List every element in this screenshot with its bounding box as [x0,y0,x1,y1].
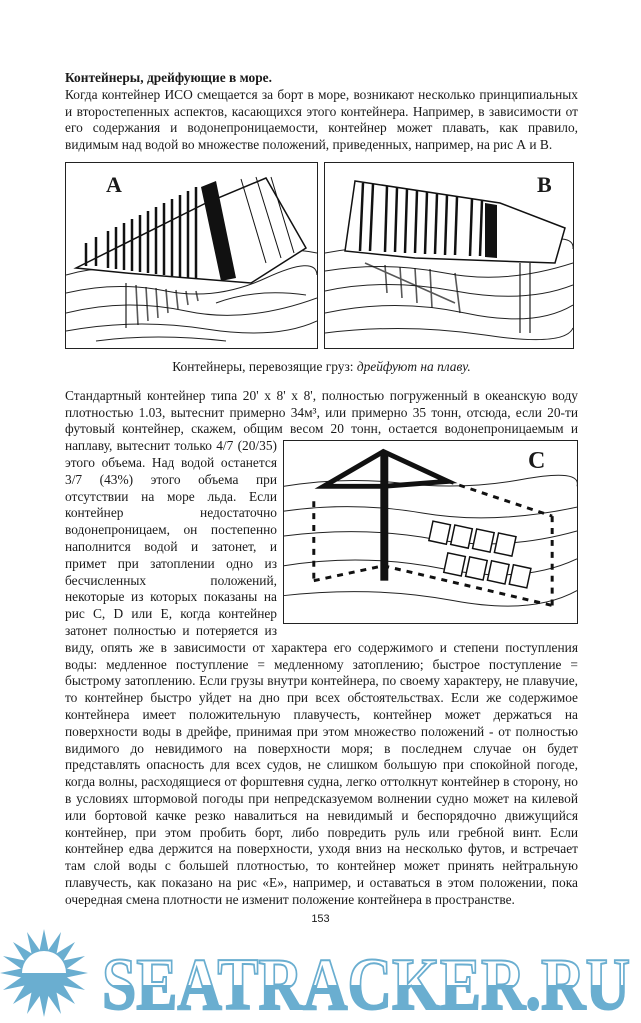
mirrored-container-markings [429,521,531,588]
figure-b [324,162,574,349]
seatracker-watermark [0,928,641,1023]
paragraph-2-full-width: Стандартный контейнер типа 20' x 8' x 8', полностью погруженный в океанскую воду плотностью 1.03, вытеснит примерно 34м³, или примерно 35 тонн, отсюда, если 20-ти футовый контейнер, скажем, общим весом 20 тонн, остается водонепроницаемым и [65,387,578,437]
intro-paragraph: Когда контейнер ИСО смещается за борт в море, возникают несколько принципиальных и второстепенных аспектов, касающихся этого контейнера. Например, в зависимости от его содержания и водонепроницаемости, контейнер может плавать, как правило, видимым над водой во множестве положений, приведенных, например, на рис А и В. [65,86,578,153]
paragraph-2-narrow-column: наплаву, вытеснит только 4/7 (20/35) этого объема. Над водой останется 3/7 (43%) этого объема при отсутствии на море льда. Если контейнер недостаточно водонепроницаем, он постепенно наполнится водой и затонет, и примет при затоплении одно из бесчисленных положений, некоторые из которых показаны на рис C, D или E, когда контейнер затонет полностью и потеряется из виду, опять же в зависимости от характера его содержимого и степени поступления воды: [65,438,578,672]
paragraph-2 [65,388,578,909]
sun-logo-icon [0,929,88,1017]
caption-text: Контейнеры, перевозящие груз: [172,358,357,374]
figure-a-label: A [106,171,122,197]
page-number: 153 [311,913,330,926]
container-drifting-illustration-a [66,163,317,348]
watermark-text: SEATRACKER.RU [102,944,630,1023]
figures-row [65,162,574,349]
figure-c [283,440,578,624]
figure-caption [65,359,578,376]
section-title: Контейнеры, дрейфующие в море. [65,70,272,85]
figure-c-label: C [528,448,546,475]
figure-b-label: B [537,171,552,197]
caption-italic-text: дрейфуют на плаву. [356,358,471,374]
container-drifting-illustration-b [325,163,573,348]
figure-a [65,162,318,349]
paragraph-2-continued: медленное поступление = медленному затоплению; быстрое поступление = быстрому затоплению. Если грузы внутри контейнера, по своему характеру, не плавучие, то контейнер быстро уйдет на дно при всех обстоятельствах. Если же содержимое контейнера имеет положительную плавучесть, контейнер может держаться на поверхности воды в дрейфе, принимая при этом множество положений - от полностью видимого до невидимого на поверхности моря; в последнем случае он будет представлять опасность для всех судов, не слишком большую при спокойной погоде, когда волны, расходящиеся от форштевня судна, легко оттолкнут контейнер в сторону, но в условиях штормовой погоды при непредсказуемом волнении судно может на килевой или бортовой качке резко навалиться на невидимый и беспорядочно движущийся контейнер, при этом пробить борт, либо повредить руль или гребной винт. Если контейнер едва держится на поверхности, уходя вниз на несколько футов, и встречает там слой воды с большей плотностью, то контейнер может принять нейтральную плавучесть, как показано на рис «Е», например, и оставаться в этом положении, пока очередная смена плотности не изменит положение контейнера в пространстве. [65,656,578,907]
